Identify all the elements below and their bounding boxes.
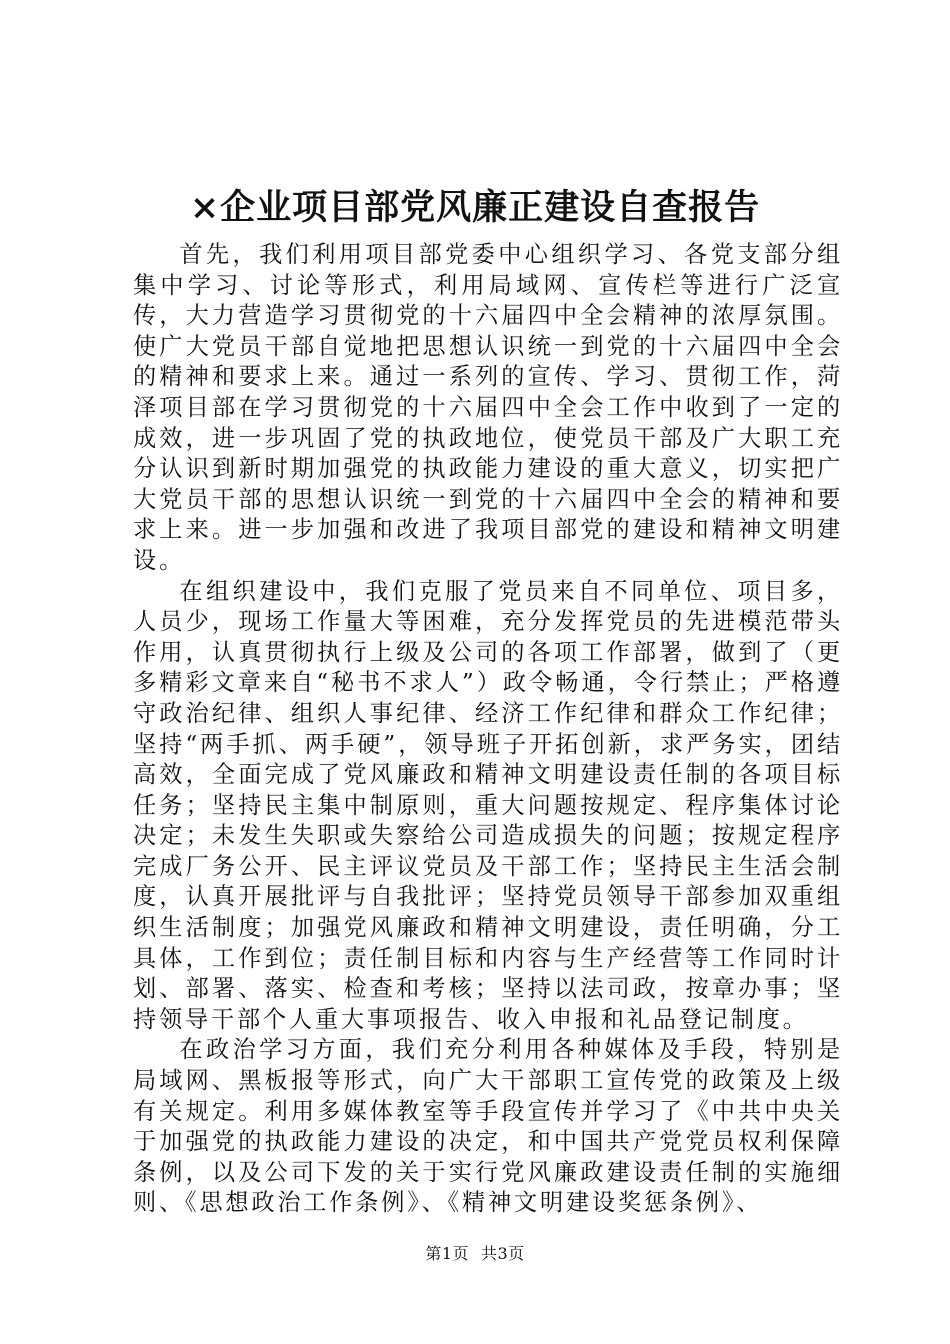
page-total: 共3页 bbox=[481, 1244, 525, 1263]
document-body bbox=[133, 240, 843, 1219]
document-title: ×企业项目部党风廉正建设自查报告 bbox=[189, 187, 761, 228]
paragraph-political-study: 在政治学习方面，我们充分利用各种媒体及手段，特别是局域网、黑板报等形式，向广大干部职工宣传党的政策及上级有关规定。利用多媒体教室等手段宣传并学习了《中共中央关于加强党的执政能力建设的决定，和中国共产党党员权利保障条例，以及公司下发的关于实行党风廉政建设责任制的实施细则、《思想政治工作条例》、《精神文明建设奖惩条例》、 bbox=[133, 1036, 843, 1217]
page-footer bbox=[0, 1243, 950, 1265]
paragraph-study-promotion: 首先，我们利用项目部党委中心组织学习、各党支部分组集中学习、讨论等形式，利用局域网、宣传栏等进行广泛宣传，大力营造学习贯彻党的十六届四中全会精神的浓厚氛围。使广大党员干部自觉地把思想认识统一到党的十六届四中全会的精神和要求上来。通过一系列的宣传、学习、贯彻工作，菏泽项目部在学习贯彻党的十六届四中全会工作中收到了一定的成效，进一步巩固了党的执政地位，使党员干部及广大职工充分认识到新时期加强党的执政能力建设的重大意义，切实把广大党员干部的思想认识统一到党的十六届四中全会的精神和要求上来。进一步加强和改进了我项目部党的建设和精神文明建设。 bbox=[133, 241, 843, 574]
page-number: 第1页 bbox=[425, 1244, 469, 1263]
paragraph-organization-building: 在组织建设中，我们克服了党员来自不同单位、项目多，人员少，现场工作量大等困难，充分发挥党员的先进模范带头作用，认真贯彻执行上级及公司的各项工作部署，做到了（更多精彩文章来自“秘书不求人”）政令畅通，令行禁止；严格遵守政治纪律、组织人事纪律、经济工作纪律和群众工作纪律；坚持“两手抓、两手硬”，领导班子开拓创新，求严务实，团结高效，全面完成了党风廉政和精神文明建设责任制的各项目标任务；坚持民主集中制原则，重大问题按规定、程序集体讨论决定；未发生失职或失察给公司造成损失的问题；按规定程序完成厂务公开、民主评议党员及干部工作；坚持民主生活会制度，认真开展批评与自我批评；坚持党员领导干部参加双重组织生活制度；加强党风廉政和精神文明建设，责任明确，分工具体，工作到位；责任制目标和内容与生产经营等工作同时计划、部署、落实、检查和考核；坚持以法司政，按章办事；坚持领导干部个人重大事项报告、收入申报和礼品登记制度。 bbox=[133, 577, 843, 1033]
